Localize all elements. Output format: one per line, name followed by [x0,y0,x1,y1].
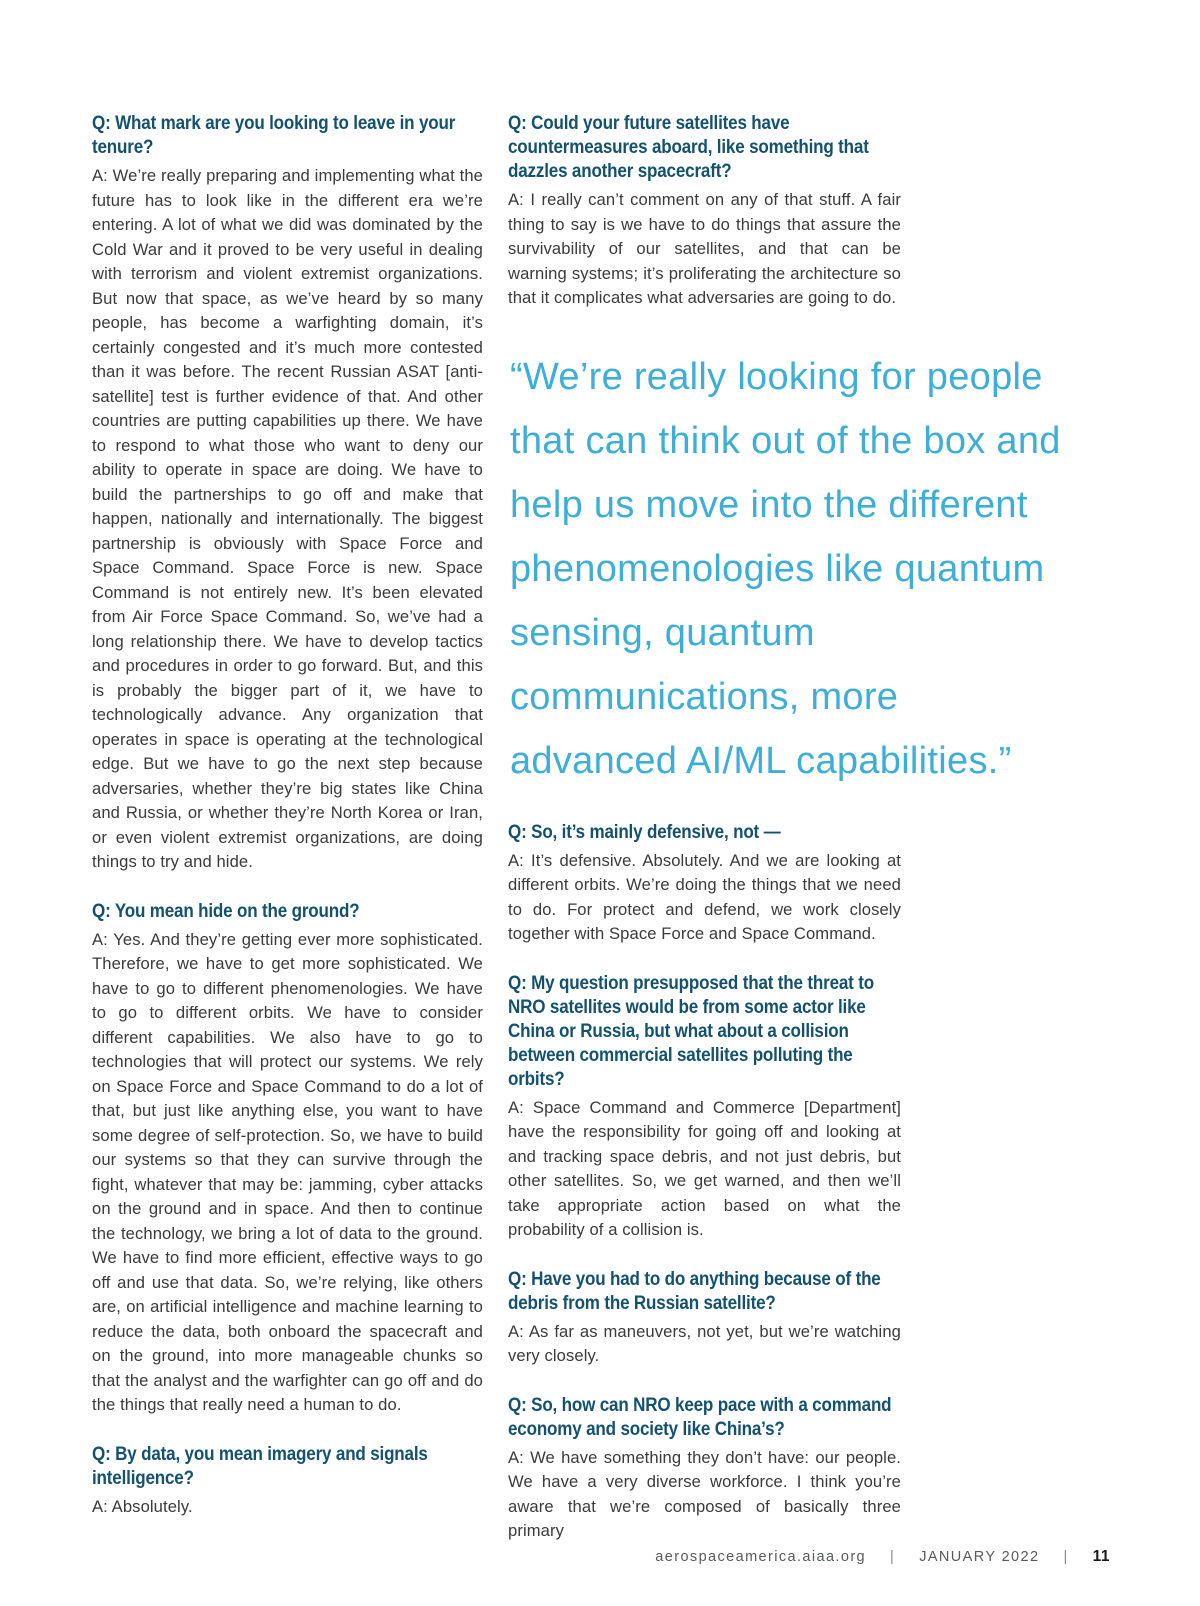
question-heading: Q: By data, you mean imagery and signals intelligence? [92,1443,428,1489]
answer-paragraph: A: Yes. And they’re getting ever more sophisticated. Therefore, we have to get more sophisticated. We have to go to different phenomenologies. We have to go to different orbits. We have to consider different capabilities. We also have to go to technologies that will protect our systems. We rely on Space Force and Space Command to do a lot of that, but just like anything else, you want to have some degree of self-protection. So, we have to build our systems so that they can survive through the fight, whatever that may be: jamming, cyber attacks on the ground and in space. And then to continue the technology, we bring a lot of data to the ground. We have to find more efficient, effective ways to go off and use that data. So, we’re relying, like others are, on artificial intelligence and machine learning to reduce the data, both onboard the spacecraft and on the ground, into more manageable chunks so that the analyst and the warfighter can go off and do the things that really need a human to do. [92,929,483,1414]
answer-paragraph: A: Absolutely. [92,1496,193,1516]
footer-issue-date: JANUARY 2022 [919,1549,1040,1565]
page-footer [655,1548,1110,1566]
footer-divider: | [890,1549,896,1565]
question-heading: Q: So, how can NRO keep pace with a command economy and society like China’s? [508,1394,892,1440]
question-heading: Q: Have you had to do anything because of the debris from the Russian satellite? [508,1268,881,1314]
answer-paragraph: A: Space Command and Commerce [Department] have the responsibility for going off and looking at and tracking space debris, and not just debris, but other satellites. So, we get warned, and then we’ll take appropriate action based on what the probability of a collision is. [508,1097,901,1239]
footer-page-number: 11 [1092,1548,1110,1565]
question-heading: Q: What mark are you looking to leave in your tenure? [92,113,456,158]
answer-paragraph: A: It’s defensive. Absolutely. And we are looking at different orbits. We’re doing the things that we need to do. For protect and defend, we work closely together with Space Force and Space Command. [508,850,901,943]
right-column [508,112,1061,1544]
question-heading: Q: You mean hide on the ground? [92,900,360,922]
question-heading: Q: So, it’s mainly defensive, not — [508,821,781,843]
answer-paragraph: A: We’re really preparing and implementing what the future has to look like in the different era we’re entering. A lot of what we did was dominated by the Cold War and it proved to be very useful in dealing with terrorism and violent extremist organizations. But now that space, as we’ve heard by so many people, has become a warfighting domain, it’s certainly congested and it’s much more contested than it was before. The recent Russian ASAT [anti-satellite] test is further evidence of that. And other countries are putting capabilities up there. We have to respond to what those who want to deny our ability to operate in space are doing. We have to build the partnerships to go off and make that happen, nationally and internationally. The biggest partnership is obviously with Space Force and Space Command. Space Force is new. Space Command is not entirely new. It’s been elevated from Air Force Space Command. So, we’ve had a long relationship there. We have to develop tactics and procedures in order to go forward. But, and this is probably the bigger part of it, we have to technologically advance. Any organization that operates in space is operating at the technological edge. But we have to go the next step because adversaries, whether they’re big states like China and Russia, or whether they’re North Korea or Iran, or even violent extremist organizations, are doing things to try and hide. [92,166,483,871]
answer-paragraph: A: As far as maneuvers, not yet, but we’re watching very closely. [508,1321,901,1365]
pull-quote: “We’re really looking for people that can think out of the box and help us move into the different phenomenologies like quantum sensing, quantum communications, more advanced AI/ML capabilities.” [510,355,1061,782]
answer-paragraph: A: I really can’t comment on any of that stuff. A fair thing to say is we have to do things that assure the survivability of our satellites, and that can be warning systems; it’s proliferating the architecture so that it complicates what adversaries are going to do. [508,190,901,307]
question-heading: Q: Could your future satellites have countermeasures aboard, like something that dazzles another spacecraft? [508,113,869,182]
answer-paragraph: A: We have something they don’t have: our people. We have a very diverse workforce. I think you’re aware that we’re composed of basically three primary [508,1447,901,1540]
question-heading: Q: My question presupposed that the threat to NRO satellites would be from some actor like China or Russia, but what about a collision between commercial satellites polluting the orbits? [508,972,874,1090]
footer-site-url: aerospaceamerica.aiaa.org [655,1549,867,1565]
left-column [92,112,483,1519]
footer-divider: | [1063,1549,1069,1565]
